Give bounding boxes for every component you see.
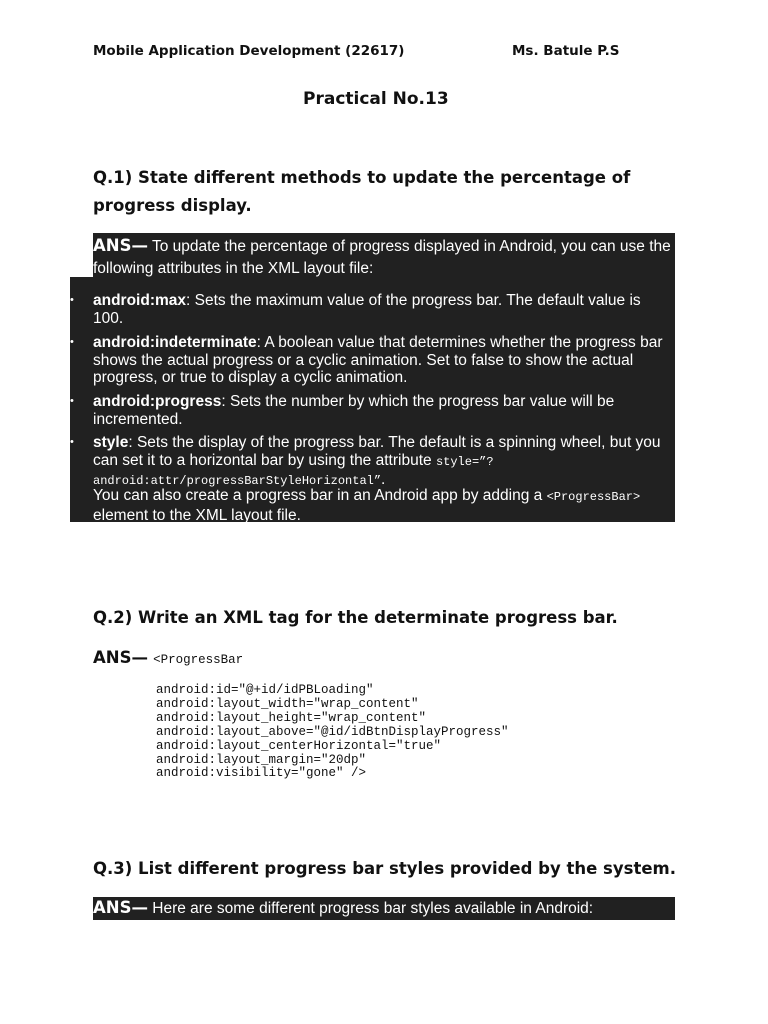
list-item [93, 393, 668, 428]
answer-3-intro [93, 898, 593, 919]
list-item-term: android:progress [93, 393, 222, 410]
answer-1-intro-text: To update the percentage of progress displayed in Android, you can use the following attributes in the XML layout file: [93, 238, 671, 277]
code-open-tag: <ProgressBar [153, 653, 244, 667]
answer-1-intro [93, 235, 673, 280]
question-2: Q.2) Write an XML tag for the determinate progress bar. [93, 608, 618, 627]
list-item-code: style=”? android:attr/progressBarStyleHorizontal” [93, 454, 494, 488]
list-item-after: . [381, 471, 386, 488]
list-item [93, 434, 668, 491]
list-item-term: android:max [93, 292, 187, 309]
answer-1-tail [93, 487, 653, 524]
header-author: Ms. Batule P.S [512, 43, 620, 59]
question-1: Q.1) State different methods to update the percentage of progress display. [93, 168, 631, 215]
list-item-desc: : Sets the number by which the progress bar value will be incremented. [93, 393, 615, 428]
code-block: android:id="@+id/idPBLoading" android:layout_width="wrap_content" android:layout_height="wrap_content" android:layout_above="@id/idBtnDisplayProgress" android:layout_centerHorizontal="true" android:layout_margin="20dp" android:visibility="gone" /> [156, 683, 509, 781]
list-item-term: android:indeterminate [93, 334, 257, 351]
tail-text-after: element to the XML layout file. [93, 506, 301, 524]
list-item [93, 334, 668, 387]
list-item-desc: : A boolean value that determines whether the progress bar shows the actual progress or a cyclic animation. Set to false to show the actual progress, or true to display a cyclic animation. [93, 334, 663, 386]
tail-code: <ProgressBar> [546, 490, 641, 504]
list-item-term: style [93, 434, 129, 451]
list-item-desc: : Sets the display of the progress bar. The default is a spinning wheel, but you can set it to a horizontal bar by using the attribute [93, 434, 661, 469]
answer-label: ANS— [93, 648, 148, 667]
answer-label: ANS— [93, 898, 148, 917]
question-3: Q.3) List different progress bar styles provided by the system. [93, 859, 676, 878]
answer-3-intro-text: Here are some different progress bar styles available in Android: [147, 900, 594, 917]
header-course: Mobile Application Development (22617) [93, 43, 405, 59]
answer-label: ANS— [93, 236, 148, 255]
tail-text-before: You can also create a progress bar in an Android app by adding a [93, 487, 547, 504]
answer-3-block [93, 897, 675, 920]
list-item [93, 292, 668, 327]
page-title: Practical No.13 [303, 89, 449, 109]
answer-1-list-block [70, 277, 675, 522]
answer-2-line [93, 648, 243, 667]
list-item-desc: : Sets the maximum value of the progress bar. The default value is 100. [93, 292, 641, 327]
